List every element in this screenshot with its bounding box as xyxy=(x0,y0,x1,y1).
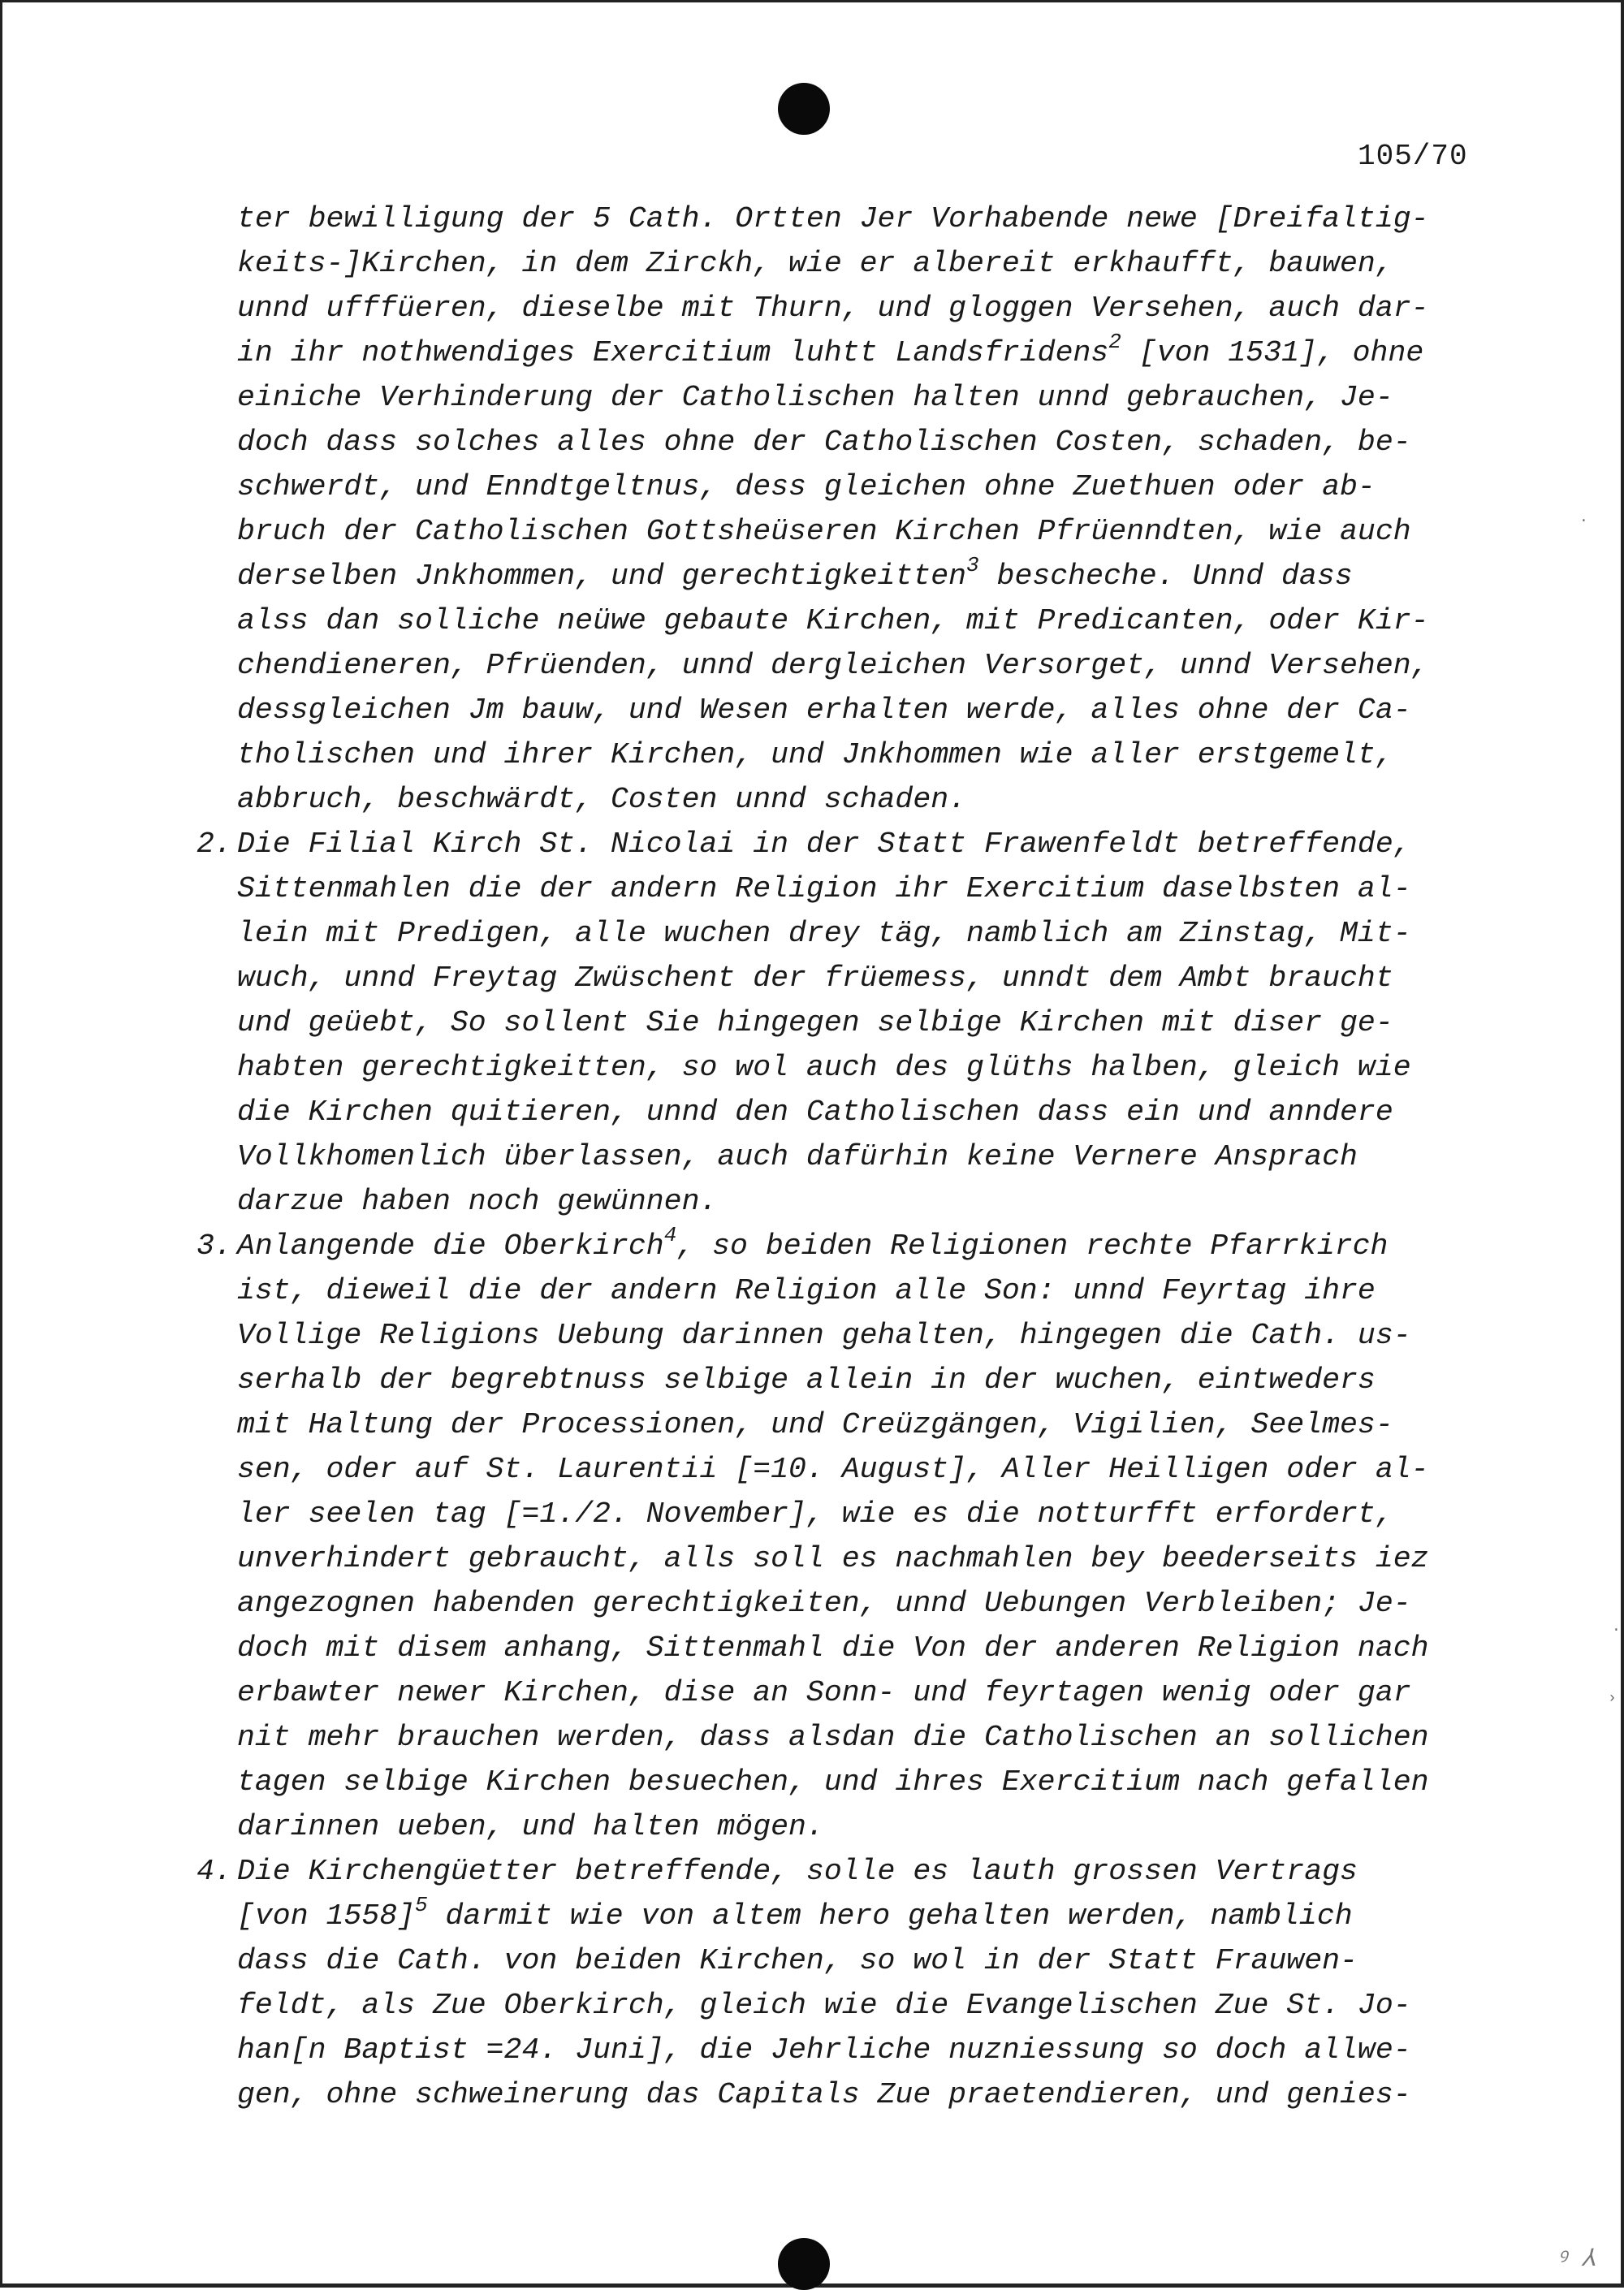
text-line xyxy=(237,241,1488,286)
text-line xyxy=(237,1000,1488,1045)
text-line xyxy=(237,464,1488,509)
text-segment: bescheche. Unnd dass xyxy=(978,560,1353,593)
document-body xyxy=(197,197,1488,2117)
paragraph-number: 4. xyxy=(197,1855,232,1888)
text-line xyxy=(237,688,1488,732)
text-segment: [von 1558] xyxy=(237,1899,416,1933)
text-line xyxy=(237,420,1488,464)
text-line xyxy=(197,1223,1488,1268)
text-segment: bruch der Catholischen Gottsheüseren Kirchen Pfrüenndten, wie auch xyxy=(237,515,1411,548)
text-segment: tagen selbige Kirchen besuechen, und ihres Exercitium nach gefallen xyxy=(237,1765,1429,1799)
text-line xyxy=(237,2028,1488,2072)
margin-speck: › xyxy=(1608,1691,1617,1707)
text-segment: schwerdt, und Enndtgeltnus, dess gleichen ohne Zuethuen oder ab- xyxy=(237,470,1376,503)
text-segment: darmit wie von altem hero gehalten werden, namblich xyxy=(427,1899,1353,1933)
text-line xyxy=(237,1670,1488,1715)
footnote-marker: 5 xyxy=(415,1893,428,1917)
footnote-marker: 2 xyxy=(1108,330,1121,354)
footnote-marker: 3 xyxy=(966,553,979,577)
punch-hole-top xyxy=(778,83,830,135)
text-line xyxy=(237,1581,1488,1626)
paragraph xyxy=(197,1223,1488,1849)
text-segment: serhalb der begrebtnuss selbige allein in der wuchen, eintweders xyxy=(237,1363,1376,1397)
paragraph xyxy=(197,1849,1488,2117)
paragraph-number: 2. xyxy=(197,827,232,861)
text-line xyxy=(237,1313,1488,1358)
text-line xyxy=(237,331,1488,375)
text-line xyxy=(237,1983,1488,2028)
text-line xyxy=(237,1179,1488,1224)
text-line xyxy=(237,1402,1488,1447)
text-line xyxy=(237,2072,1488,2117)
text-line xyxy=(237,866,1488,911)
text-segment: Die Kirchengüetter betreffende, solle es lauth grossen Vertrags xyxy=(237,1855,1358,1888)
text-line xyxy=(237,1090,1488,1134)
text-segment: derselben Jnkhommen, und gerechtigkeitten xyxy=(237,560,967,593)
text-segment: angezognen habenden gerechtigkeiten, unnd Uebungen Verbleiben; Je- xyxy=(237,1587,1411,1620)
text-line xyxy=(237,286,1488,331)
text-segment: alss dan solliche neüwe gebaute Kirchen, mit Predicanten, oder Kir- xyxy=(237,604,1429,637)
text-line xyxy=(237,1268,1488,1313)
text-line xyxy=(237,777,1488,822)
paragraph-number: 3. xyxy=(197,1229,232,1263)
text-segment: keits-]Kirchen, in dem Zirckh, wie er albereit erkhaufft, bauwen, xyxy=(237,247,1393,280)
text-segment: doch mit disem anhang, Sittenmahl die Von der anderen Religion nach xyxy=(237,1631,1429,1665)
text-line xyxy=(237,509,1488,554)
text-segment: lein mit Predigen, alle wuchen drey täg, namblich am Zinstag, Mit- xyxy=(237,917,1411,950)
text-segment: ist, dieweil die der andern Religion alle Son: unnd Feyrtag ihre xyxy=(237,1274,1376,1307)
text-line xyxy=(237,598,1488,643)
text-segment: dass die Cath. von beiden Kirchen, so wol in der Statt Frauwen- xyxy=(237,1944,1358,1977)
text-segment: Vollkhomenlich überlassen, auch dafürhin keine Vernere Ansprach xyxy=(237,1140,1358,1173)
scan-border-top xyxy=(0,0,1624,2)
scan-border-right xyxy=(1621,0,1624,2288)
text-line xyxy=(237,1760,1488,1804)
scan-border-left xyxy=(0,0,2,2288)
footnote-marker: 4 xyxy=(663,1223,677,1247)
text-segment: habten gerechtigkeitten, so wol auch des glüths halben, gleich wie xyxy=(237,1051,1411,1084)
text-segment: die Kirchen quitieren, unnd den Catholischen dass ein und anndere xyxy=(237,1095,1393,1129)
text-segment: darinnen ueben, und halten mögen. xyxy=(237,1810,824,1843)
text-line xyxy=(237,554,1488,598)
text-line xyxy=(237,911,1488,956)
text-segment: ler seelen tag [=1./2. November], wie es die notturfft erfordert, xyxy=(237,1497,1393,1531)
text-line xyxy=(237,1447,1488,1492)
page-number: 105/70 xyxy=(1358,140,1468,173)
text-segment: sen, oder auf St. Laurentii [=10. August], Aller Heilligen oder al- xyxy=(237,1453,1429,1486)
margin-speck: · xyxy=(1612,1622,1621,1639)
text-line xyxy=(237,1894,1488,1938)
corner-annotation: ꝰ ⅄ xyxy=(1557,2246,1596,2274)
text-segment: [von 1531], ohne xyxy=(1121,336,1424,369)
text-segment: mit Haltung der Processionen, und Creüzgängen, Vigilien, Seelmes- xyxy=(237,1408,1393,1441)
text-segment: Die Filial Kirch St. Nicolai in der Statt Frawenfeldt betreffende, xyxy=(237,827,1411,861)
text-segment: einiche Verhinderung der Catholischen halten unnd gebrauchen, Je- xyxy=(237,381,1393,414)
text-line xyxy=(237,1626,1488,1670)
text-segment: in ihr nothwendiges Exercitium luhtt Landsfridens xyxy=(237,336,1109,369)
text-segment: feldt, als Zue Oberkirch, gleich wie die Evangelischen Zue St. Jo- xyxy=(237,1989,1411,2022)
text-segment: tholischen und ihrer Kirchen, und Jnkhommen wie aller erstgemelt, xyxy=(237,738,1393,771)
text-line xyxy=(237,1492,1488,1536)
text-line xyxy=(237,1358,1488,1402)
text-segment: nit mehr brauchen werden, dass alsdan die Catholischen an sollichen xyxy=(237,1721,1429,1754)
text-segment: Anlangende die Oberkirch xyxy=(237,1229,664,1263)
text-line xyxy=(237,643,1488,688)
text-segment: gen, ohne schweinerung das Capitals Zue praetendieren, und genies- xyxy=(237,2078,1411,2111)
text-line xyxy=(237,1938,1488,1983)
text-segment: han[n Baptist =24. Juni], die Jehrliche nuzniessung so doch allwe- xyxy=(237,2033,1411,2067)
text-segment: , so beiden Religionen rechte Pfarrkirch xyxy=(676,1229,1389,1263)
text-segment: chendieneren, Pfrüenden, unnd dergleichen Versorget, unnd Versehen, xyxy=(237,649,1429,682)
text-segment: dessgleichen Jm bauw, und Wesen erhalten werde, alles ohne der Ca- xyxy=(237,693,1411,727)
text-line xyxy=(237,197,1488,241)
text-line xyxy=(237,732,1488,777)
text-segment: unverhindert gebraucht, alls soll es nachmahlen bey beederseits iez xyxy=(237,1542,1429,1575)
text-segment: abbruch, beschwärdt, Costen unnd schaden. xyxy=(237,783,967,816)
paragraph xyxy=(237,197,1488,822)
text-segment: doch dass solches alles ohne der Catholischen Costen, schaden, be- xyxy=(237,426,1411,459)
text-segment: unnd ufffüeren, dieselbe mit Thurn, und gloggen Versehen, auch dar- xyxy=(237,292,1429,325)
text-segment: wuch, unnd Freytag Zwüschent der früemess, unndt dem Ambt braucht xyxy=(237,961,1393,995)
text-line xyxy=(237,1134,1488,1179)
text-line xyxy=(237,1804,1488,1849)
punch-hole-bottom xyxy=(778,2238,830,2290)
text-line xyxy=(197,1849,1488,1894)
text-segment: darzue haben noch gewünnen. xyxy=(237,1185,718,1218)
text-segment: und geüebt, So sollent Sie hingegen selbige Kirchen mit diser ge- xyxy=(237,1006,1393,1039)
text-line xyxy=(237,1715,1488,1760)
paragraph xyxy=(197,822,1488,1224)
text-line xyxy=(237,375,1488,420)
margin-speck: · xyxy=(1579,513,1588,529)
text-segment: Sittenmahlen die der andern Religion ihr Exercitium daselbsten al- xyxy=(237,872,1411,905)
text-line xyxy=(237,1045,1488,1090)
text-segment: ter bewilligung der 5 Cath. Ortten Jer Vorhabende newe [Dreifaltig- xyxy=(237,202,1429,235)
text-segment: Vollige Religions Uebung darinnen gehalten, hingegen die Cath. us- xyxy=(237,1319,1411,1352)
text-line xyxy=(197,822,1488,866)
text-segment: erbawter newer Kirchen, dise an Sonn- und feyrtagen wenig oder gar xyxy=(237,1676,1411,1709)
text-line xyxy=(237,956,1488,1000)
text-line xyxy=(237,1536,1488,1581)
